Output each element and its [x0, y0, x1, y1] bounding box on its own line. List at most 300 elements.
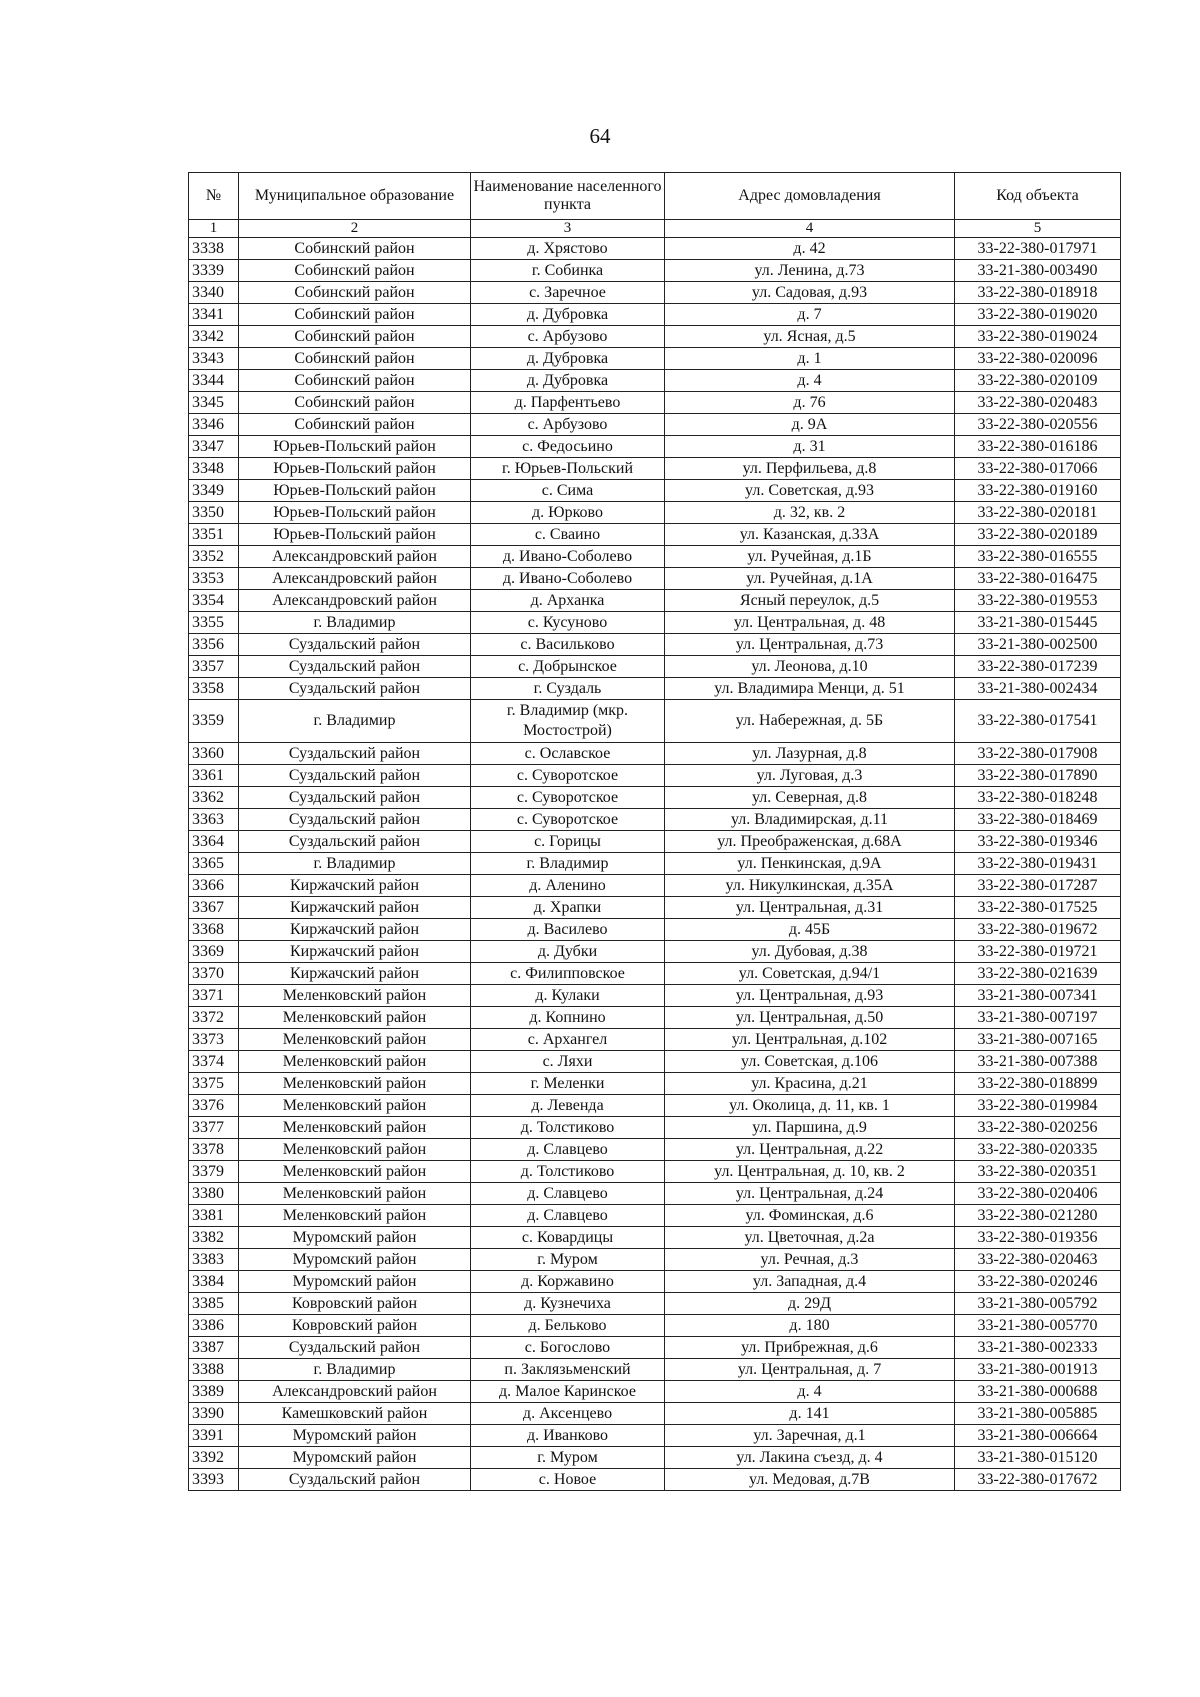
row-number: 3390	[189, 1403, 239, 1425]
table-row	[189, 700, 1121, 743]
object-code-cell: 33-22-380-019024	[955, 326, 1121, 348]
municipality-cell: Юрьев-Польский район	[239, 480, 471, 502]
settlement-cell: с. Архангел	[471, 1029, 665, 1051]
table-row	[189, 436, 1121, 458]
municipality-cell: Меленковский район	[239, 1007, 471, 1029]
row-number: 3364	[189, 831, 239, 853]
address-cell: ул. Садовая, д.93	[665, 282, 955, 304]
address-cell: ул. Центральная, д.22	[665, 1139, 955, 1161]
row-number: 3375	[189, 1073, 239, 1095]
address-cell: ул. Советская, д.106	[665, 1051, 955, 1073]
registry-table	[188, 172, 1121, 1491]
address-cell: ул. Цветочная, д.2а	[665, 1227, 955, 1249]
settlement-cell: с. Богослово	[471, 1337, 665, 1359]
settlement-cell: с. Ославское	[471, 743, 665, 765]
settlement-cell: д. Копнино	[471, 1007, 665, 1029]
object-code-cell: 33-22-380-018899	[955, 1073, 1121, 1095]
municipality-cell: Суздальский район	[239, 678, 471, 700]
settlement-cell: с. Арбузово	[471, 326, 665, 348]
municipality-cell: Киржачский район	[239, 875, 471, 897]
table-row	[189, 1139, 1121, 1161]
object-code-cell: 33-21-380-005885	[955, 1403, 1121, 1425]
address-cell: д. 1	[665, 348, 955, 370]
row-number: 3392	[189, 1447, 239, 1469]
settlement-cell: д. Арханка	[471, 590, 665, 612]
row-number: 3338	[189, 238, 239, 260]
address-cell: ул. Ручейная, д.1А	[665, 568, 955, 590]
object-code-cell: 33-21-380-007388	[955, 1051, 1121, 1073]
object-code-cell: 33-21-380-003490	[955, 260, 1121, 282]
row-number: 3365	[189, 853, 239, 875]
row-number: 3345	[189, 392, 239, 414]
municipality-cell: Собинский район	[239, 282, 471, 304]
settlement-cell: г. Меленки	[471, 1073, 665, 1095]
address-cell: ул. Центральная, д.102	[665, 1029, 955, 1051]
table-row	[189, 1183, 1121, 1205]
address-cell: ул. Центральная, д. 10, кв. 2	[665, 1161, 955, 1183]
address-cell: ул. Центральная, д.24	[665, 1183, 955, 1205]
address-cell: ул. Лазурная, д.8	[665, 743, 955, 765]
row-number: 3353	[189, 568, 239, 590]
row-number: 3386	[189, 1315, 239, 1337]
table-row	[189, 919, 1121, 941]
address-cell: ул. Западная, д.4	[665, 1271, 955, 1293]
municipality-cell: Суздальский район	[239, 1469, 471, 1491]
row-number: 3379	[189, 1161, 239, 1183]
table-row	[189, 590, 1121, 612]
municipality-cell: Александровский район	[239, 590, 471, 612]
municipality-cell: Собинский район	[239, 370, 471, 392]
table-row	[189, 963, 1121, 985]
settlement-cell: с. Суворотское	[471, 765, 665, 787]
table-row	[189, 875, 1121, 897]
table-row	[189, 612, 1121, 634]
municipality-cell: Суздальский район	[239, 634, 471, 656]
object-code-cell: 33-22-380-017525	[955, 897, 1121, 919]
address-cell: ул. Владимирская, д.11	[665, 809, 955, 831]
table-row	[189, 392, 1121, 414]
object-code-cell: 33-22-380-017971	[955, 238, 1121, 260]
municipality-cell: Собинский район	[239, 304, 471, 326]
object-code-cell: 33-22-380-020246	[955, 1271, 1121, 1293]
object-code-cell: 33-22-380-019553	[955, 590, 1121, 612]
table-row	[189, 1403, 1121, 1425]
address-cell: ул. Преображенская, д.68А	[665, 831, 955, 853]
settlement-cell: с. Васильково	[471, 634, 665, 656]
address-cell: ул. Советская, д.94/1	[665, 963, 955, 985]
address-cell: ул. Центральная, д.93	[665, 985, 955, 1007]
table-row	[189, 853, 1121, 875]
row-number: 3377	[189, 1117, 239, 1139]
settlement-cell: с. Федосьино	[471, 436, 665, 458]
row-number: 3373	[189, 1029, 239, 1051]
address-cell: ул. Северная, д.8	[665, 787, 955, 809]
object-code-cell: 33-21-380-015445	[955, 612, 1121, 634]
row-number: 3393	[189, 1469, 239, 1491]
address-cell: ул. Советская, д.93	[665, 480, 955, 502]
settlement-cell: д. Кузнечиха	[471, 1293, 665, 1315]
settlement-cell: д. Толстиково	[471, 1117, 665, 1139]
table-row	[189, 326, 1121, 348]
settlement-cell: д. Дубровка	[471, 348, 665, 370]
municipality-cell: г. Владимир	[239, 612, 471, 634]
municipality-cell: Киржачский район	[239, 963, 471, 985]
address-cell: д. 76	[665, 392, 955, 414]
object-code-cell: 33-21-380-006664	[955, 1425, 1121, 1447]
table-row	[189, 304, 1121, 326]
table-row	[189, 524, 1121, 546]
row-number: 3343	[189, 348, 239, 370]
row-number: 3339	[189, 260, 239, 282]
object-code-cell: 33-22-380-020096	[955, 348, 1121, 370]
object-code-cell: 33-22-380-017908	[955, 743, 1121, 765]
address-cell: ул. Никулкинская, д.35А	[665, 875, 955, 897]
municipality-cell: Александровский район	[239, 568, 471, 590]
table-row	[189, 1271, 1121, 1293]
address-cell: ул. Речная, д.3	[665, 1249, 955, 1271]
table-row	[189, 1315, 1121, 1337]
table-row	[189, 1337, 1121, 1359]
object-code-cell: 33-22-380-019356	[955, 1227, 1121, 1249]
object-code-cell: 33-22-380-021280	[955, 1205, 1121, 1227]
settlement-cell: г. Муром	[471, 1447, 665, 1469]
municipality-cell: Собинский район	[239, 348, 471, 370]
settlement-cell: д. Толстиково	[471, 1161, 665, 1183]
table-row	[189, 458, 1121, 480]
table-row	[189, 1469, 1121, 1491]
table-row	[189, 282, 1121, 304]
row-number: 3348	[189, 458, 239, 480]
settlement-cell: д. Аленино	[471, 875, 665, 897]
table-row	[189, 414, 1121, 436]
table-row	[189, 941, 1121, 963]
table-row	[189, 546, 1121, 568]
row-number: 3344	[189, 370, 239, 392]
table-row	[189, 348, 1121, 370]
settlement-cell: д. Иванково	[471, 1425, 665, 1447]
table-row	[189, 480, 1121, 502]
row-number: 3380	[189, 1183, 239, 1205]
row-number: 3372	[189, 1007, 239, 1029]
object-code-cell: 33-21-380-002333	[955, 1337, 1121, 1359]
municipality-cell: Юрьев-Польский район	[239, 458, 471, 480]
address-cell: ул. Центральная, д.50	[665, 1007, 955, 1029]
row-number: 3350	[189, 502, 239, 524]
table-row	[189, 238, 1121, 260]
object-code-cell: 33-21-380-015120	[955, 1447, 1121, 1469]
municipality-cell: Юрьев-Польский район	[239, 524, 471, 546]
address-cell: д. 4	[665, 370, 955, 392]
object-code-cell: 33-22-380-020556	[955, 414, 1121, 436]
table-row	[189, 656, 1121, 678]
address-cell: ул. Ручейная, д.1Б	[665, 546, 955, 568]
address-cell: ул. Фоминская, д.6	[665, 1205, 955, 1227]
address-cell: ул. Леонова, д.10	[665, 656, 955, 678]
row-number: 3385	[189, 1293, 239, 1315]
settlement-cell: с. Добрынское	[471, 656, 665, 678]
table-row	[189, 568, 1121, 590]
row-number: 3387	[189, 1337, 239, 1359]
row-number: 3382	[189, 1227, 239, 1249]
settlement-cell: д. Бельково	[471, 1315, 665, 1337]
object-code-cell: 33-21-380-005770	[955, 1315, 1121, 1337]
object-code-cell: 33-22-380-017066	[955, 458, 1121, 480]
municipality-cell: Меленковский район	[239, 1051, 471, 1073]
address-cell: ул. Центральная, д. 48	[665, 612, 955, 634]
address-cell: ул. Прибрежная, д.6	[665, 1337, 955, 1359]
table-row	[189, 1161, 1121, 1183]
object-code-cell: 33-22-380-020463	[955, 1249, 1121, 1271]
table-row	[189, 634, 1121, 656]
object-code-cell: 33-21-380-005792	[955, 1293, 1121, 1315]
object-code-cell: 33-21-380-002434	[955, 678, 1121, 700]
object-code-cell: 33-22-380-018918	[955, 282, 1121, 304]
table-row	[189, 1293, 1121, 1315]
page-number: 64	[589, 124, 611, 148]
row-number: 3362	[189, 787, 239, 809]
object-code-cell: 33-22-380-017890	[955, 765, 1121, 787]
column-number: 4	[665, 220, 955, 238]
row-number: 3361	[189, 765, 239, 787]
settlement-cell: д. Юрково	[471, 502, 665, 524]
address-cell: ул. Центральная, д.31	[665, 897, 955, 919]
settlement-cell: с. Новое	[471, 1469, 665, 1491]
table-row	[189, 260, 1121, 282]
settlement-cell: с. Суворотское	[471, 809, 665, 831]
object-code-cell: 33-22-380-020181	[955, 502, 1121, 524]
object-code-cell: 33-21-380-000688	[955, 1381, 1121, 1403]
column-number: 2	[239, 220, 471, 238]
row-number: 3347	[189, 436, 239, 458]
settlement-cell: с. Горицы	[471, 831, 665, 853]
settlement-cell: г. Владимир	[471, 853, 665, 875]
table-row	[189, 1249, 1121, 1271]
row-number: 3391	[189, 1425, 239, 1447]
address-cell: ул. Казанская, д.33А	[665, 524, 955, 546]
settlement-cell: с. Арбузово	[471, 414, 665, 436]
row-number: 3389	[189, 1381, 239, 1403]
column-number: 3	[471, 220, 665, 238]
table-row	[189, 1359, 1121, 1381]
object-code-cell: 33-22-380-019721	[955, 941, 1121, 963]
table-row	[189, 502, 1121, 524]
header-address: Адрес домовладения	[665, 173, 955, 220]
settlement-cell: д. Славцево	[471, 1205, 665, 1227]
address-cell: ул. Красина, д.21	[665, 1073, 955, 1095]
table-row	[189, 1029, 1121, 1051]
row-number: 3360	[189, 743, 239, 765]
municipality-cell: г. Владимир	[239, 853, 471, 875]
row-number: 3378	[189, 1139, 239, 1161]
settlement-cell: г. Владимир (мкр. Мостострой)	[471, 700, 665, 743]
address-cell: ул. Медовая, д.7В	[665, 1469, 955, 1491]
row-number: 3368	[189, 919, 239, 941]
row-number: 3363	[189, 809, 239, 831]
row-number: 3352	[189, 546, 239, 568]
table-row	[189, 743, 1121, 765]
municipality-cell: Муромский район	[239, 1227, 471, 1249]
address-cell: ул. Владимира Менци, д. 51	[665, 678, 955, 700]
settlement-cell: с. Ляхи	[471, 1051, 665, 1073]
row-number: 3355	[189, 612, 239, 634]
table-row	[189, 1205, 1121, 1227]
municipality-cell: Суздальский район	[239, 831, 471, 853]
municipality-cell: Юрьев-Польский район	[239, 502, 471, 524]
row-number: 3354	[189, 590, 239, 612]
row-number: 3358	[189, 678, 239, 700]
municipality-cell: Камешковский район	[239, 1403, 471, 1425]
settlement-cell: с. Сима	[471, 480, 665, 502]
object-code-cell: 33-22-380-020189	[955, 524, 1121, 546]
row-number: 3376	[189, 1095, 239, 1117]
municipality-cell: Собинский район	[239, 392, 471, 414]
object-code-cell: 33-22-380-020406	[955, 1183, 1121, 1205]
municipality-cell: Суздальский район	[239, 1337, 471, 1359]
municipality-cell: Меленковский район	[239, 1183, 471, 1205]
row-number: 3340	[189, 282, 239, 304]
municipality-cell: Меленковский район	[239, 1139, 471, 1161]
object-code-cell: 33-22-380-019984	[955, 1095, 1121, 1117]
address-cell: ул. Набережная, д. 5Б	[665, 700, 955, 743]
table-row	[189, 1227, 1121, 1249]
municipality-cell: г. Владимир	[239, 700, 471, 743]
object-code-cell: 33-21-380-007341	[955, 985, 1121, 1007]
address-cell: ул. Заречная, д.1	[665, 1425, 955, 1447]
object-code-cell: 33-22-380-020109	[955, 370, 1121, 392]
object-code-cell: 33-22-380-017672	[955, 1469, 1121, 1491]
object-code-cell: 33-22-380-020256	[955, 1117, 1121, 1139]
settlement-cell: д. Малое Каринское	[471, 1381, 665, 1403]
address-cell: ул. Дубовая, д.38	[665, 941, 955, 963]
settlement-cell: д. Аксенцево	[471, 1403, 665, 1425]
settlement-cell: г. Суздаль	[471, 678, 665, 700]
municipality-cell: Юрьев-Польский район	[239, 436, 471, 458]
address-cell: д. 45Б	[665, 919, 955, 941]
object-code-cell: 33-21-380-002500	[955, 634, 1121, 656]
settlement-cell: д. Ивано-Соболево	[471, 568, 665, 590]
municipality-cell: Меленковский район	[239, 1073, 471, 1095]
municipality-cell: Муромский район	[239, 1425, 471, 1447]
address-cell: ул. Перфильева, д.8	[665, 458, 955, 480]
object-code-cell: 33-22-380-020351	[955, 1161, 1121, 1183]
table-row	[189, 831, 1121, 853]
settlement-cell: с. Ковардицы	[471, 1227, 665, 1249]
municipality-cell: Киржачский район	[239, 897, 471, 919]
municipality-cell: Ковровский район	[239, 1293, 471, 1315]
table-row	[189, 370, 1121, 392]
address-cell: д. 9А	[665, 414, 955, 436]
municipality-cell: Суздальский район	[239, 809, 471, 831]
municipality-cell: Ковровский район	[239, 1315, 471, 1337]
settlement-cell: д. Дубровка	[471, 304, 665, 326]
municipality-cell: Александровский район	[239, 1381, 471, 1403]
row-number: 3381	[189, 1205, 239, 1227]
object-code-cell: 33-22-380-019160	[955, 480, 1121, 502]
object-code-cell: 33-22-380-020483	[955, 392, 1121, 414]
row-number: 3359	[189, 700, 239, 743]
municipality-cell: Муромский район	[239, 1447, 471, 1469]
municipality-cell: Собинский район	[239, 326, 471, 348]
address-cell: ул. Центральная, д.73	[665, 634, 955, 656]
table-row	[189, 678, 1121, 700]
settlement-cell: д. Василево	[471, 919, 665, 941]
municipality-cell: Меленковский район	[239, 1117, 471, 1139]
address-cell: д. 7	[665, 304, 955, 326]
settlement-cell: д. Левенда	[471, 1095, 665, 1117]
object-code-cell: 33-21-380-007197	[955, 1007, 1121, 1029]
municipality-cell: Собинский район	[239, 238, 471, 260]
object-code-cell: 33-22-380-019672	[955, 919, 1121, 941]
table-row	[189, 1095, 1121, 1117]
column-number-row	[189, 220, 1121, 238]
table-row	[189, 1073, 1121, 1095]
municipality-cell: Меленковский район	[239, 1095, 471, 1117]
municipality-cell: Киржачский район	[239, 919, 471, 941]
row-number: 3374	[189, 1051, 239, 1073]
header-object-code: Код объекта	[955, 173, 1121, 220]
address-cell: ул. Пенкинская, д.9А	[665, 853, 955, 875]
table-row	[189, 1117, 1121, 1139]
table-row	[189, 1381, 1121, 1403]
address-cell: д. 32, кв. 2	[665, 502, 955, 524]
address-cell: д. 31	[665, 436, 955, 458]
column-number: 1	[189, 220, 239, 238]
object-code-cell: 33-22-380-019020	[955, 304, 1121, 326]
row-number: 3346	[189, 414, 239, 436]
header-row	[189, 173, 1121, 220]
settlement-cell: д. Коржавино	[471, 1271, 665, 1293]
row-number: 3351	[189, 524, 239, 546]
address-cell: ул. Околица, д. 11, кв. 1	[665, 1095, 955, 1117]
settlement-cell: г. Муром	[471, 1249, 665, 1271]
object-code-cell: 33-22-380-017541	[955, 700, 1121, 743]
municipality-cell: г. Владимир	[239, 1359, 471, 1381]
address-cell: ул. Центральная, д. 7	[665, 1359, 955, 1381]
column-number: 5	[955, 220, 1121, 238]
settlement-cell: д. Хрястово	[471, 238, 665, 260]
row-number: 3371	[189, 985, 239, 1007]
settlement-cell: д. Кулаки	[471, 985, 665, 1007]
table-row	[189, 1447, 1121, 1469]
municipality-cell: Муромский район	[239, 1249, 471, 1271]
table-row	[189, 787, 1121, 809]
municipality-cell: Киржачский район	[239, 941, 471, 963]
settlement-cell: д. Дубровка	[471, 370, 665, 392]
address-cell: д. 29Д	[665, 1293, 955, 1315]
object-code-cell: 33-21-380-001913	[955, 1359, 1121, 1381]
table-row	[189, 1425, 1121, 1447]
header-settlement: Наименование населенного пункта	[471, 173, 665, 220]
object-code-cell: 33-22-380-020335	[955, 1139, 1121, 1161]
header-number: №	[189, 173, 239, 220]
settlement-cell: с. Сваино	[471, 524, 665, 546]
row-number: 3383	[189, 1249, 239, 1271]
settlement-cell: д. Славцево	[471, 1139, 665, 1161]
object-code-cell: 33-22-380-018248	[955, 787, 1121, 809]
settlement-cell: д. Храпки	[471, 897, 665, 919]
object-code-cell: 33-22-380-021639	[955, 963, 1121, 985]
row-number: 3356	[189, 634, 239, 656]
row-number: 3357	[189, 656, 239, 678]
object-code-cell: 33-22-380-018469	[955, 809, 1121, 831]
address-cell: д. 180	[665, 1315, 955, 1337]
object-code-cell: 33-21-380-007165	[955, 1029, 1121, 1051]
table-row	[189, 897, 1121, 919]
settlement-cell: д. Парфентьево	[471, 392, 665, 414]
object-code-cell: 33-22-380-019346	[955, 831, 1121, 853]
object-code-cell: 33-22-380-017287	[955, 875, 1121, 897]
address-cell: ул. Луговая, д.3	[665, 765, 955, 787]
